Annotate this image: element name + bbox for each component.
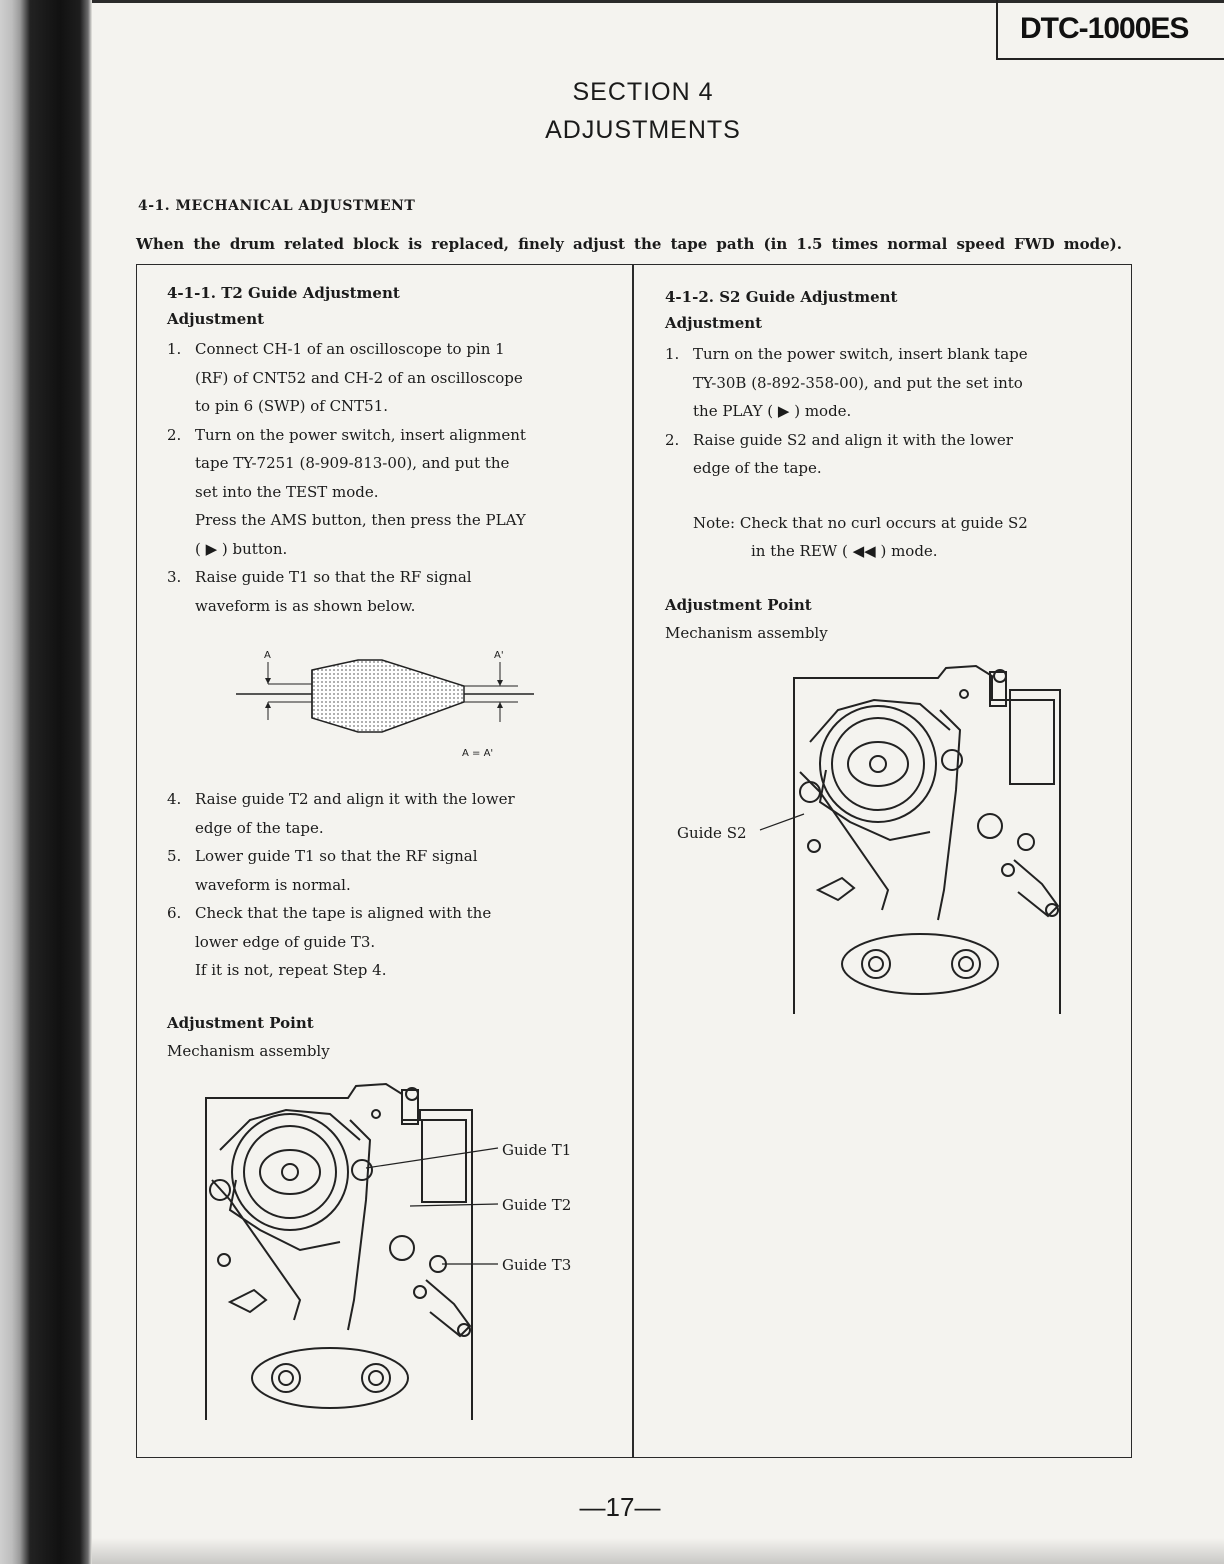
rf-envelope	[312, 660, 464, 732]
mechanical-heading: 4-1. MECHANICAL ADJUSTMENT	[138, 198, 416, 214]
drum-spindle	[282, 1164, 298, 1180]
label-a: A	[264, 650, 271, 661]
step-number: 1.	[665, 345, 680, 363]
step-text-line: lower edge of guide T3.	[195, 932, 376, 951]
post	[218, 1254, 230, 1266]
reel-base	[842, 934, 998, 994]
hole	[372, 1110, 380, 1118]
tape-path-upper	[220, 1110, 360, 1150]
step-number: 2.	[665, 430, 680, 449]
t2-heading: 4-1-1. T2 Guide Adjustment	[167, 284, 400, 302]
guide-t2	[978, 814, 1002, 838]
callout-guide-t1: Guide T1	[502, 1141, 572, 1159]
step-text-line: Turn on the power switch, insert blank tape	[693, 345, 1028, 363]
arrow-head	[265, 678, 271, 684]
step-text-line: waveform is as shown below.	[195, 596, 416, 615]
scan-shadow	[92, 1538, 1224, 1564]
rf-waveform-diagram	[228, 640, 548, 770]
step-item	[167, 563, 599, 620]
s2-point-text: Mechanism assembly	[665, 624, 828, 642]
binding-shadow	[0, 0, 92, 1564]
step-item	[167, 899, 599, 985]
step-number: 5.	[167, 847, 182, 865]
arrow-head	[265, 702, 271, 708]
t2-point-text: Mechanism assembly	[167, 1042, 330, 1060]
callout-guide-t2: Guide T2	[502, 1196, 572, 1214]
tape-path-lower	[230, 1180, 340, 1250]
pinch-bracket	[402, 1090, 418, 1124]
column-divider	[632, 264, 634, 1458]
roller	[458, 1324, 470, 1336]
t2-steps-list	[167, 335, 599, 620]
step-text-line: Raise guide T1 so that the RF signal	[195, 568, 472, 586]
drum-hub	[260, 1150, 320, 1194]
roller	[1046, 904, 1058, 916]
reel-base	[252, 1348, 408, 1408]
leader-s2	[760, 814, 804, 830]
step-text-line: ( ▶ ) button.	[195, 539, 288, 558]
leader-t2	[410, 1204, 498, 1206]
step-text-line: Raise guide T2 and align it with the lower	[195, 790, 515, 808]
reel-right-hub	[959, 957, 973, 971]
s2-note-line1: Note: Check that no curl occurs at guide S2	[693, 514, 1028, 532]
step-number: 6.	[167, 904, 182, 922]
step-number: 1.	[167, 340, 182, 358]
step-item	[167, 421, 599, 564]
mechanism-diagram-t	[190, 1080, 610, 1440]
brake-pad	[230, 1290, 266, 1312]
mechanism-diagram-s	[670, 664, 1090, 1024]
arrow-head	[497, 680, 503, 686]
guide-arm-left	[212, 1180, 300, 1320]
reel-right	[362, 1364, 390, 1392]
callout-guide-s2: Guide S2	[677, 824, 747, 842]
reel-left-hub	[279, 1371, 293, 1385]
step-item	[167, 842, 599, 899]
capstan-housing	[422, 1120, 466, 1202]
page-number: —17—	[579, 1492, 661, 1522]
step-text-line: TY-30B (8-892-358-00), and put the set into	[693, 373, 1023, 392]
s2-steps-list	[665, 340, 1097, 483]
hole	[960, 690, 968, 698]
step-text-line: edge of the tape.	[195, 818, 324, 837]
guide-s2	[800, 782, 820, 802]
section-title: SECTION 4	[572, 78, 714, 106]
guide-arm-right	[348, 1120, 370, 1330]
step-text-line: to pin 6 (SWP) of CNT51.	[195, 397, 389, 415]
chassis-outline	[794, 666, 1060, 1014]
step-item	[167, 785, 599, 842]
step-text-line: (RF) of CNT52 and CH-2 of an oscilloscope	[195, 368, 523, 387]
step-text-line: set into the TEST mode.	[195, 482, 379, 501]
tension-arm	[426, 1280, 470, 1336]
post	[1002, 864, 1014, 876]
step-text-line: tape TY-7251 (8-909-813-00), and put the	[195, 454, 510, 472]
guide-arm-right	[938, 710, 960, 920]
step-number: 3.	[167, 568, 182, 586]
step-number: 4.	[167, 790, 182, 808]
arrow-head	[497, 702, 503, 708]
step-text-line: Lower guide T1 so that the RF signal	[195, 847, 478, 865]
mechanical-intro: When the drum related block is replaced, finely adjust the tape path (in 1.5 times normal speed FWD mode).	[136, 235, 1122, 253]
reel-left-hub	[869, 957, 883, 971]
tension-arm	[1014, 860, 1058, 916]
reel-right-hub	[369, 1371, 383, 1385]
step-text-line: waveform is normal.	[195, 875, 351, 894]
s2-subheading: Adjustment	[665, 314, 763, 332]
s2-note-line2: in the REW ( ◀◀ ) mode.	[751, 542, 938, 560]
callout-guide-t3: Guide T3	[502, 1256, 572, 1274]
s2-point-heading: Adjustment Point	[665, 596, 812, 614]
brake-pad	[818, 878, 854, 900]
drum-spindle	[870, 756, 886, 772]
post	[414, 1286, 426, 1298]
reel-left	[272, 1364, 300, 1392]
step-text-line: Press the AMS button, then press the PLAY	[195, 511, 526, 529]
guide-t2	[390, 1236, 414, 1260]
step-text-line: Check that the tape is aligned with the	[195, 904, 492, 922]
step-item	[665, 426, 1097, 483]
step-number: 2.	[167, 425, 182, 444]
step-text-line: Raise guide S2 and align it with the lower	[693, 430, 1013, 449]
guide-t3	[1018, 834, 1034, 850]
drum-inner	[244, 1126, 336, 1218]
step-text-line: the PLAY ( ▶ ) mode.	[693, 402, 852, 420]
reel-left	[862, 950, 890, 978]
t2-point-heading: Adjustment Point	[167, 1014, 314, 1032]
drum-hub	[848, 742, 908, 786]
step-text-line: Connect CH-1 of an oscilloscope to pin 1	[195, 340, 505, 358]
drum-inner	[832, 718, 924, 810]
step-item	[665, 340, 1097, 426]
t2-steps-list-continued	[167, 785, 599, 985]
capstan-housing	[1010, 700, 1054, 784]
post	[808, 840, 820, 852]
step-text-line: edge of the tape.	[693, 459, 822, 477]
drum-outer	[820, 706, 936, 822]
step-text-line: If it is not, repeat Step 4.	[195, 961, 387, 979]
step-item	[167, 335, 599, 421]
t2-subheading: Adjustment	[167, 310, 265, 328]
reel-right	[952, 950, 980, 978]
drum-outer	[232, 1114, 348, 1230]
s2-heading: 4-1-2. S2 Guide Adjustment	[665, 288, 898, 306]
model-number: DTC-1000ES	[1020, 12, 1189, 45]
leader-t1	[366, 1148, 498, 1168]
label-a-equals-a-prime: A = A'	[462, 748, 494, 759]
label-a-prime: A'	[494, 650, 504, 661]
section-subtitle: ADJUSTMENTS	[545, 116, 741, 144]
step-text-line: Turn on the power switch, insert alignment	[195, 425, 526, 444]
